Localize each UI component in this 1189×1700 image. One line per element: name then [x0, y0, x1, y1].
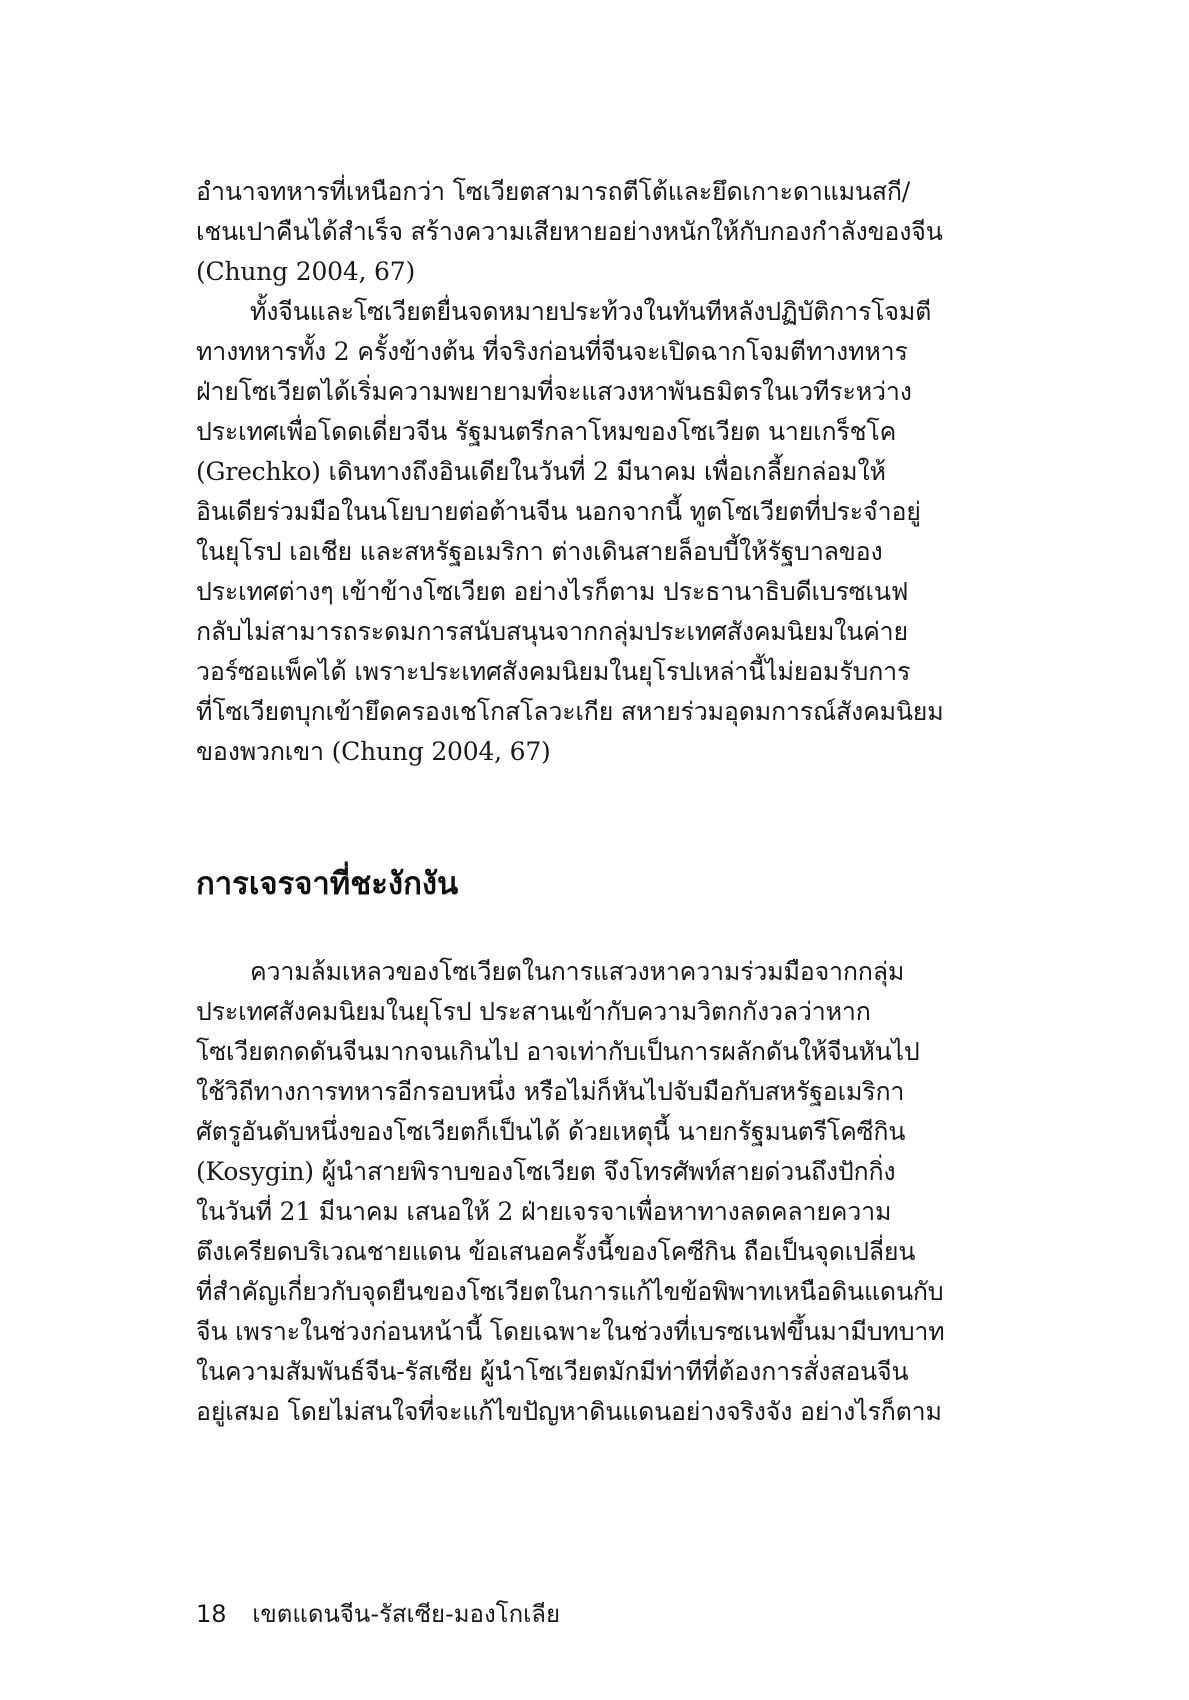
body-text-line: ความล้มเหลวของโซเวียตในการแสวงหาความร่วมมือจากกลุ่ม — [250, 957, 905, 986]
body-text-line: ในความสัมพันธ์จีน-รัสเซีย ผู้นำโซเวียตมักมีท่าทีที่ต้องการสั่งสอนจีน — [196, 1357, 909, 1386]
body-text-line: ตึงเครียดบริเวณชายแดน ข้อเสนอครั้งนี้ของโคซีกิน ถือเป็นจุดเปลี่ยน — [196, 1237, 916, 1266]
body-text-line: ทางทหารทั้ง 2 ครั้งข้างต้น ที่จริงก่อนที่จีนจะเปิดฉากโจมตีทางทหาร — [196, 337, 908, 366]
body-text-line: (Chung 2004, 67) — [196, 257, 416, 286]
body-text-line: ประเทศต่างๆ เข้าข้างโซเวียต อย่างไรก็ตาม ประธานาธิบดีเบรซเนฟ — [196, 577, 909, 606]
body-text-line: อยู่เสมอ โดยไม่สนใจที่จะแก้ไขปัญหาดินแดนอย่างจริงจัง อย่างไรก็ตาม — [196, 1397, 942, 1426]
body-text-line: อำนาจทหารที่เหนือกว่า โซเวียตสามารถตีโต้และยึดเกาะดาแมนสกี/ — [196, 177, 911, 206]
page-number: 18 — [196, 1600, 227, 1628]
body-text-line: ศัตรูอันดับหนึ่งของโซเวียตก็เป็นได้ ด้วยเหตุนี้ นายกรัฐมนตรีโคซีกิน — [196, 1117, 906, 1146]
body-text-line: ในยุโรป เอเชีย และสหรัฐอเมริกา ต่างเดินสายล็อบบี้ให้รัฐบาลของ — [196, 537, 883, 566]
body-text-line: ทั้งจีนและโซเวียตยื่นจดหมายประท้วงในทันทีหลังปฏิบัติการโจมตี — [250, 297, 932, 326]
body-text-line: จีน เพราะในช่วงก่อนหน้านี้ โดยเฉพาะในช่วงที่เบรซเนฟขึ้นมามีบทบาท — [196, 1317, 945, 1346]
page-footer — [196, 1596, 560, 1632]
body-text-line: ที่สำคัญเกี่ยวกับจุดยืนของโซเวียตในการแก้ไขข้อพิพาทเหนือดินแดนกับ — [196, 1277, 944, 1306]
section-heading: การเจรจาที่ชะงักงัน — [196, 866, 459, 902]
running-title: เขตแดนจีน-รัสเซีย-มองโกเลีย — [252, 1600, 561, 1628]
body-text-line: ของพวกเขา (Chung 2004, 67) — [196, 737, 551, 766]
body-text-line: (Kosygin) ผู้นำสายพิราบของโซเวียต จึงโทรศัพท์สายด่วนถึงปักกิ่ง — [196, 1157, 896, 1186]
body-text-line: โซเวียตกดดันจีนมากจนเกินไป อาจเท่ากับเป็นการผลักดันให้จีนหันไป — [196, 1037, 920, 1066]
body-text-line: ประเทศเพื่อโดดเดี่ยวจีน รัฐมนตรีกลาโหมของโซเวียต นายเกร็ชโค — [196, 417, 897, 446]
body-text-line: ในวันที่ 21 มีนาคม เสนอให้ 2 ฝ่ายเจรจาเพื่อหาทางลดคลายความ — [196, 1197, 892, 1226]
body-text-line: ที่โซเวียตบุกเข้ายึดครองเชโกสโลวะเกีย สหายร่วมอุดมการณ์สังคมนิยม — [196, 697, 944, 726]
body-text-line: (Grechko) เดินทางถึงอินเดียในวันที่ 2 มีนาคม เพื่อเกลี้ยกล่อมให้ — [196, 457, 886, 486]
body-text-line: อินเดียร่วมมือในนโยบายต่อต้านจีน นอกจากนี้ ทูตโซเวียตที่ประจำอยู่ — [196, 497, 921, 526]
body-text-line: วอร์ซอแพ็คได้ เพราะประเทศสังคมนิยมในยุโรปเหล่านี้ไม่ยอมรับการ — [196, 657, 911, 686]
body-text-line: ประเทศสังคมนิยมในยุโรป ประสานเข้ากับความวิตกกังวลว่าหาก — [196, 997, 871, 1026]
body-text-line: ใช้วิถีทางการทหารอีกรอบหนึ่ง หรือไม่ก็หันไปจับมือกับสหรัฐอเมริกา — [196, 1077, 905, 1106]
body-text-line: ฝ่ายโซเวียตได้เริ่มความพยายามที่จะแสวงหาพันธมิตรในเวทีระหว่าง — [196, 377, 912, 406]
body-text-line: เชนเปาคืนได้สำเร็จ สร้างความเสียหายอย่างหนักให้กับกองกำลังของจีน — [196, 217, 943, 246]
body-text-line: กลับไม่สามารถระดมการสนับสนุนจากกลุ่มประเทศสังคมนิยมในค่าย — [196, 617, 908, 646]
